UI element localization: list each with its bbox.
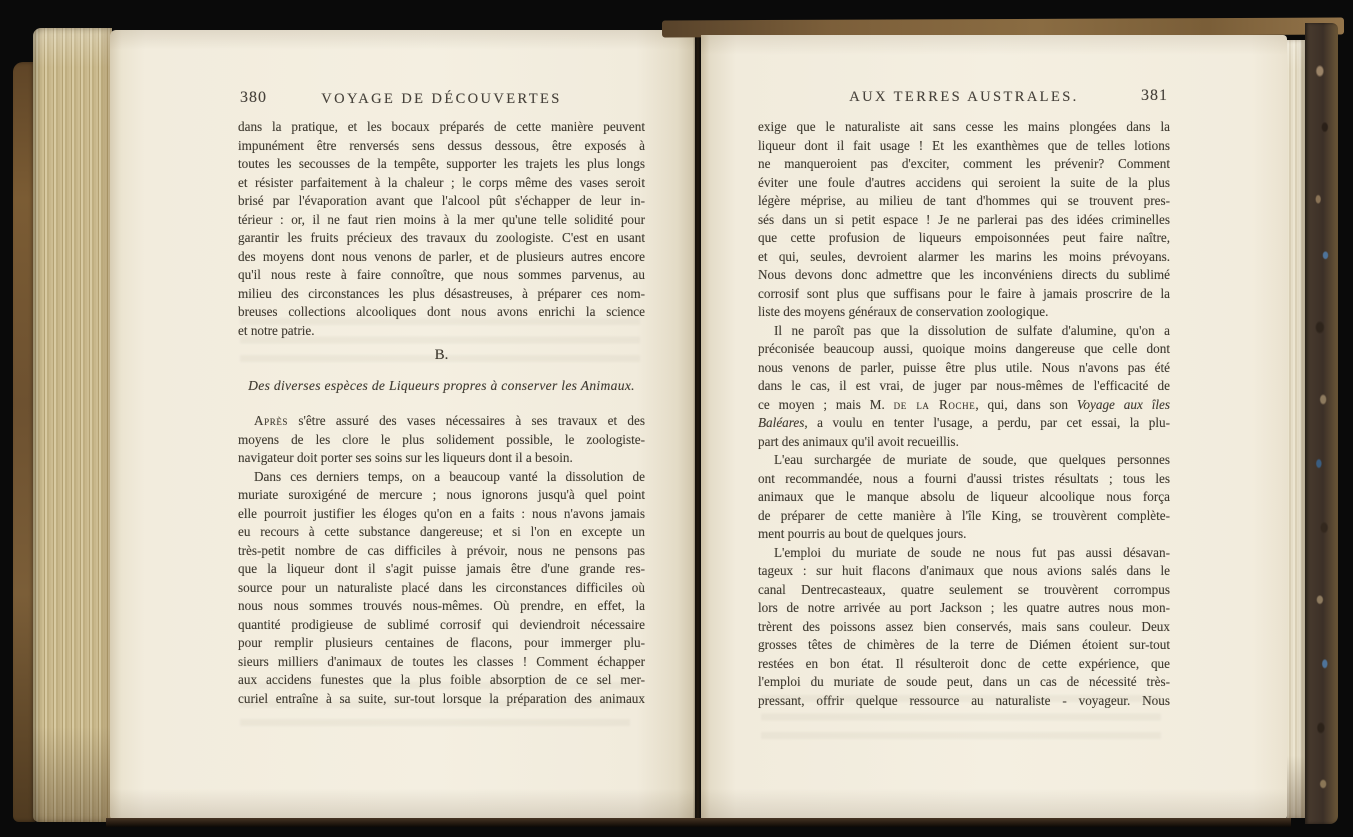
text-line: et notre patrie. (238, 322, 315, 338)
text-line: eu recours à cette substance dangereuse; et si l'on en excepte un (238, 524, 645, 539)
page-block-fore-edge (33, 28, 112, 822)
text-line: muriate suroxigéné de mercure ; nous ignorons jusqu'à quel point (238, 487, 645, 502)
text-line: très-petit nombre de cas difficiles à prévoir, nous ne pensons pas (238, 542, 645, 558)
text-line: éviter une foule d'autres accidens qui seroient la suite de la plus (758, 174, 1170, 190)
text-line: dans le cas, il est vrai, de juger par nous-mêmes de l'efficacité de (758, 378, 1170, 393)
text-line: pour remplir plusieurs centaines de flacons, pour immerger plu- (238, 635, 645, 650)
book-page-right (701, 35, 1287, 820)
text-line: pressant, offrir quelque ressource au naturaliste - voyageur. Nous (758, 692, 1170, 708)
text-line: corrosif sont plus que suffisans pour le faire à jamais proscrire de la (758, 285, 1170, 301)
text-line: ment pourris au bout de quelques jours. (758, 526, 967, 541)
text-line: légère méprise, au milieu de tant d'hommes qui se trouvent pres- (758, 193, 1170, 208)
text-line: grosses têtes de chimères de la terre de Diémen étoient sur-tout (758, 637, 1170, 652)
text-line: ont recommandée, nous a fourni d'aussi tristes résultats ; tous les (758, 470, 1170, 486)
text-line: exige que le naturaliste ait sans cesse les mains plongées dans la (758, 119, 1170, 134)
text-line: et qui, seules, devroient alarmer les marins les moins prévoyans. (758, 248, 1170, 264)
text-line: Nous devons donc admettre que les inconvéniens directs du sublimé (758, 267, 1170, 282)
right-page-header (758, 88, 1170, 114)
text-line: sieurs milliers d'animaux de toutes les classes ! Comment échapper (238, 653, 645, 669)
paragraph (238, 468, 645, 709)
page-block-edge-right (1287, 40, 1305, 818)
right-page-body (758, 118, 1170, 710)
text-line: que cette profusion de liqueurs empoisonnées peut faire naître, (758, 230, 1170, 245)
text-line: liqueur dont il fait usage ! Et les exanthèmes que de telles lotions (758, 137, 1170, 153)
text-line: L'emploi du muriate de soude ne nous fut pas aussi désavan- (774, 544, 1170, 560)
text-line: curiel entraîne à sa suite, sur-tout lorsque la préparation des animaux (238, 690, 645, 706)
text-line: l'emploi du muriate de soude peut, dans un cas de nécessité très- (758, 674, 1170, 689)
text-line: impunément être renversés sens dessus dessous, être exposés à (238, 137, 645, 153)
text-line: garantir les fruits précieux des travaux du zoologiste. C'est en usant (238, 230, 645, 245)
text-line: liste des moyens généraux de conservation zoologique. (758, 304, 1049, 319)
running-head: AUX TERRES AUSTRALES. (849, 89, 1079, 105)
page-number: 381 (1141, 87, 1168, 104)
text-line: qu'il nous reste à faire connoître, que nous sommes parvenus, au (238, 267, 645, 282)
book-page-left (110, 30, 695, 820)
paragraph (238, 118, 645, 340)
page-number: 380 (240, 89, 267, 106)
text-line: térieur : or, il ne faut rien moins à la mer qu'une telle solidité pour (238, 211, 645, 227)
text-line: que la liqueur dont il s'agit puisse jamais être d'une grande res- (238, 561, 645, 576)
text-line: Après s'être assuré des vases nécessaires à ses travaux et des (254, 413, 645, 428)
section-title: Des diverses espèces de Liqueurs propres à conserver les Animaux. (248, 378, 635, 393)
text-line: toutes les secousses de la tempête, supporter les trajets les plus longs (238, 156, 645, 171)
text-line: préconisée beaucoup aussi, quoique moins dangereuse que celle dont (758, 341, 1170, 356)
paragraph (758, 322, 1170, 452)
text-line: aux accidens funestes que la plus foible absorption de ce sel mer- (238, 672, 645, 687)
text-line: Dans ces derniers temps, on a beaucoup vanté la dissolution de (254, 468, 645, 484)
paragraph (758, 544, 1170, 711)
text-line: ce moyen ; mais M. de la Roche, qui, dans son Voyage aux îles (758, 396, 1171, 412)
text-line: breuses collections alcooliques dont nous avons enrichi la science (238, 304, 645, 319)
text-line: des moyens dont nous venons de parler, et de plusieurs autres encore (238, 248, 645, 264)
text-line: Il ne paroît pas que la dissolution de sulfate d'alumine, qu'on a (774, 322, 1170, 338)
text-line: moyens de les clore le plus solidement possible, le zoologiste- (238, 431, 645, 447)
text-line: et résister parfaitement à la chaleur ; le corps même des vases seroit (238, 174, 645, 190)
small-caps-text: de la Roche (893, 396, 976, 412)
text-line: animaux que le manque absolu de liqueur alcoolique nous força (758, 489, 1170, 504)
paragraph (238, 412, 645, 468)
text-line: L'eau surchargée de muriate de soude, que quelques personnes (774, 452, 1170, 467)
text-line: milieu des circonstances les plus désastreuses, à préparer ces nom- (238, 285, 645, 301)
text-line: brisé par l'évaporation avant que l'alcool pût s'échapper de leur in- (238, 193, 645, 208)
right-page-column (758, 88, 1170, 710)
text-line: source pour un naturaliste placé dans les circonstances difficiles où (238, 579, 645, 595)
small-caps-text: Après (254, 413, 289, 428)
text-line: navigateur doit porter ses soins sur les liqueurs dont il a besoin. (238, 450, 573, 465)
text-line: tageux : sur huit flacons d'animaux que nous avions salés dans le (758, 563, 1170, 578)
text-line: canal Dentrecasteaux, quatre seulement se trouvèrent corrompus (758, 581, 1170, 597)
text-line: Baléares, a voulu en tenter l'usage, a perdu, par cet essai, la plu- (758, 415, 1170, 430)
text-line: part des animaux qu'il avoit recueillis. (758, 433, 959, 449)
text-line: de préparer de cette manière à l'île King, se trouvèrent complète- (758, 507, 1170, 523)
text-line: ne manqueroient pas d'exciter, comment les prévenir? Comment (758, 156, 1170, 171)
text-line: trèrent des poissons assez bien conservés, mais sans couleur. Deux (758, 618, 1170, 634)
marbled-cover-edge (1305, 23, 1338, 824)
italic-text: Baléares (758, 415, 805, 430)
text-line: nous venons de parler, puisse être plus utile. Nous n'avons pas été (758, 359, 1170, 375)
text-line: elle pourroit justifier les éloges qu'on en a faits : nous n'avons jamais (238, 505, 645, 521)
running-head: VOYAGE DE DÉCOUVERTES (321, 91, 562, 107)
left-page-column (238, 90, 645, 708)
text-line: restées en bon état. Il résulteroit donc de cette expérience, que (758, 655, 1170, 671)
text-line: dans la pratique, et les bocaux préparés de cette manière peuvent (238, 119, 645, 134)
text-line: sés dans un si petit espace ! Je ne parlerai pas des idées criminelles (758, 211, 1170, 227)
page-block-bottom-edge (106, 818, 1291, 827)
text-line: lors de notre arrivée au port Jackson ; les quatre autres nous mon- (758, 600, 1170, 615)
left-page-header (238, 90, 645, 116)
text-line: nous nous sommes trouvés nous-mêmes. Où prendre, en effet, la (238, 598, 645, 613)
italic-text: Voyage aux îles (1076, 396, 1171, 412)
left-page-body (238, 118, 645, 708)
paragraph (758, 451, 1170, 544)
text-line: quantité prodigieuse de sublimé corrosif qui deviendroit nécessaire (238, 616, 645, 632)
paragraph (758, 118, 1170, 322)
section-letter: B. (434, 347, 449, 363)
